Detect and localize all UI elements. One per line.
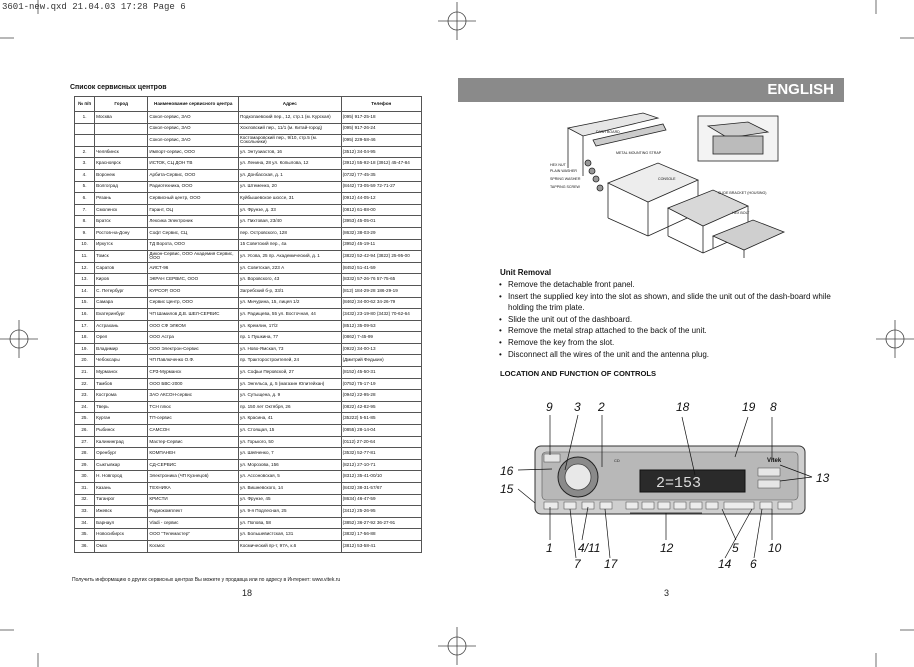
table-row [75,390,422,402]
table-cell: ул. Сутыщена, д. 9 [239,390,342,402]
table-cell: КУРСОР, ООО [148,285,239,297]
table-cell: СРЗ-Мурманск [148,367,239,379]
table-cell: ул. Красина, 41 [239,413,342,425]
table-cell: ЧП Павлюченко О.Ф. [148,355,239,367]
table-cell: 10. [75,239,95,251]
table-row [75,158,422,170]
table-cell: Сокол-сервис, ЗАО [148,135,239,147]
table-cell: пр. Тракторостроителей, 24 [239,355,342,367]
table-cell: Новосибирск [95,529,148,541]
table-cell: Костомаровский пер., 9/10, стр.5 (м. Сокольники) [239,135,342,147]
table-cell: 30. [75,471,95,483]
table-cell: Владимир [95,343,148,355]
table-cell: (8634) 46-47-59 [341,494,421,506]
table-cell: ул. Морозова, 156 [239,459,342,471]
table-cell: (3512) 34-04-95 [341,146,421,158]
table-cell: Vladi - сервис [148,517,239,529]
table-row [75,135,422,147]
table-cell: Казань [95,483,148,495]
table-row [75,367,422,379]
table-cell: Тамбов [95,378,148,390]
callout-label: 15 [500,482,514,496]
callout-label: 16 [500,464,514,478]
table-cell: (3532) 52-77-81 [341,448,421,460]
table-cell: (8452) 51-41-59 [341,262,421,274]
table-cell: 15 Советский пер., 4а [239,239,342,251]
table-cell: Сервисный центр, ООО [148,193,239,205]
table-row [75,112,422,124]
callout-label: 7 [574,557,581,571]
table-cell: Электроника (ЧП Кузнецов) [148,471,239,483]
table-cell: АИСТ-96 [148,262,239,274]
table-cell: Сокол-сервис, ЗАО [148,123,239,135]
list-item: • Remove the detachable front panel. [508,279,838,291]
table-cell: (3822) 52-42-94 (3822) 25-95-00 [341,251,421,263]
list-item: • Disconnect all the wires of the unit and the antenna plug. [508,349,838,361]
table-cell: ул. Софьи Перовской, 27 [239,367,342,379]
table-cell: (3953) 45-05-01 [341,216,421,228]
table-cell: ООО "Телемастер" [148,529,239,541]
table-cell: ИСТОК, СЦ ДОН ТВ [148,158,239,170]
table-cell: ул. Ленина, 28 ул. Копылова, 12 [239,158,342,170]
callout-label: 9 [546,400,553,414]
callout-label: 6 [750,557,757,571]
table-cell: (3432) 23-19-80 (3432) 70-62-64 [341,309,421,321]
table-row [75,239,422,251]
left-page-number: 18 [242,588,253,598]
table-row [75,494,422,506]
table-row [75,355,422,367]
table-row [75,378,422,390]
table-cell: ул. Вишневского, 14 [239,483,342,495]
table-cell: 11. [75,251,95,263]
table-cell: 22. [75,378,95,390]
language-banner-label: ENGLISH [767,81,834,98]
table-cell: Иркутск [95,239,148,251]
table-cell: ЗАО АКСОН-сервис [148,390,239,402]
table-cell: ТП-сервис [148,413,239,425]
table-cell: 8. [75,216,95,228]
table-row [75,309,422,321]
table-cell: (8442) 73-05-59 72-71-27 [341,181,421,193]
table-cell: Воронеж [95,169,148,181]
callout-label: 18 [676,400,690,414]
table-cell: пр. 1 Пушкина, 77 [239,332,342,344]
table-cell: Радиотехника, ООО [148,181,239,193]
table-cell: 23. [75,390,95,402]
table-cell: пр. 150 лет Октября, 26 [239,401,342,413]
table-row [75,181,422,193]
table-cell: (0112) 27-20-64 [341,436,421,448]
table-cell: ООО БВС-2000 [148,378,239,390]
brand-logo: Vitek [767,458,782,464]
table-cell: (3952) 45-19-11 [341,239,421,251]
table-cell: Куйбышевское шоссе, 31 [239,193,342,205]
table-cell: (3912) 55-92-18 (3912) 45-47-84 [341,158,421,170]
table-cell: Ростов-на-Дону [95,227,148,239]
table-cell: (0822) 42-82-95 [341,401,421,413]
table-cell: (8512) 35-09-53 [341,320,421,332]
right-page-number: 3 [664,588,670,598]
table-row [75,483,422,495]
table-cell: Рыбинск [95,425,148,437]
table-cell: 6. [75,193,95,205]
table-cell: Чебоксары [95,355,148,367]
table-cell: (3832) 17-56-88 [341,529,421,541]
table-cell: (095) 917-25-18 [341,112,421,124]
table-cell: КРИСТИ [148,494,239,506]
diagram-label: METAL MOUNTING STRAP [616,151,662,155]
table-row [75,413,422,425]
callout-label: 8 [770,400,777,414]
table-cell: (Дмитрий Федькин) [341,355,421,367]
print-header: 3601-new.qxd 21.04.03 17:28 Page 6 [2,2,186,12]
table-cell: Томск [95,251,148,263]
table-cell: ул. Шевченко, 7 [239,448,342,460]
table-cell: Загребский б-р, 33/1 [239,285,342,297]
table-cell [95,123,148,135]
list-item: • Remove the metal strap attached to the back of the unit. [508,325,838,337]
table-row [75,401,422,413]
callout-label: 12 [660,541,674,555]
table-row [75,459,422,471]
table-cell: 12. [75,262,95,274]
table-cell: Саратов [95,262,148,274]
table-cell: 31. [75,483,95,495]
table-cell: Космический пр-т, 97А, к.6 [239,540,342,552]
table-cell: ЧП Шамилов Д.В. ШЕЛ-СЕРВИС [148,309,239,321]
callout-label: 14 [718,557,732,571]
table-cell: (0752) 75-17-19 [341,378,421,390]
table-cell: Оренбург [95,448,148,460]
table-cell: Красноярск [95,158,148,170]
table-cell: (8332) 57-26-76 57-75-65 [341,274,421,286]
table-cell: Гарант, ОЦ [148,204,239,216]
table-row [75,251,422,263]
table-cell: Смоленск [95,204,148,216]
table-cell [75,123,95,135]
table-cell: ул. Большевистская, 131 [239,529,342,541]
table-cell: (8212) 27-10-71 [341,459,421,471]
diagram-label: SPRING WASHER [550,177,581,181]
table-cell: ул. Попова, 58 [239,517,342,529]
list-item: • Remove the key from the slot. [508,337,838,349]
table-row [75,193,422,205]
table-cell: 26. [75,425,95,437]
diagram-label: HEX BOLT [732,211,750,215]
table-cell: ул. Пихтовая, 23/40 [239,216,342,228]
table-row [75,204,422,216]
table-row [75,471,422,483]
table-cell: пер. Островского, 128 [239,227,342,239]
controls-title: LOCATION AND FUNCTION OF CONTROLS [500,369,657,378]
display-readout: 2=153 [656,475,702,492]
table-cell: (8152) 45-50-31 [341,367,421,379]
table-row [75,227,422,239]
table-cell: ул. 9-я Подлесная, 25 [239,506,342,518]
table-cell: (095) 229-58-46 [341,135,421,147]
svg-text:CD: CD [614,458,620,463]
table-cell: ул. Ново-Ямская, 73 [239,343,342,355]
table-row [75,448,422,460]
table-cell: САМСОН [148,425,239,437]
table-cell: 15. [75,297,95,309]
table-cell: Мурманск [95,367,148,379]
table-cell: (3812) 53-58-41 [341,540,421,552]
table-cell: ул. Кремлин, 17/2 [239,320,342,332]
table-row [75,123,422,135]
table-cell: Рязань [95,193,148,205]
table-cell: 34. [75,517,95,529]
table-cell: Сыктывкар [95,459,148,471]
table-cell: Екатеринбург [95,309,148,321]
table-row [75,262,422,274]
table-cell: ул. Энтузиастов, 16 [239,146,342,158]
table-cell: ул. Горького, 50 [239,436,342,448]
table-cell: 29. [75,459,95,471]
diagram-label: CONSOLE [658,177,676,181]
table-cell: (0855) 28-14-04 [341,425,421,437]
language-banner [458,78,844,102]
table-cell: Лексика Электроник [148,216,239,228]
table-cell: Челябинск [95,146,148,158]
table-row [75,285,422,297]
table-cell: 3. [75,158,95,170]
table-row [75,506,422,518]
table-cell: ул. Фрунзе, 45 [239,494,342,506]
table-row [75,297,422,309]
table-cell: ТСН плюс [148,401,239,413]
callout-label: 5 [732,541,739,555]
table-row [75,169,422,181]
table-cell: (0912) 44-05-12 [341,193,421,205]
table-cell: ул. Энгельса, д. 5 (магазин Юпитейхан) [239,378,342,390]
table-cell: ул. Воровского, 43 [239,274,342,286]
table-cell: (0862) 7-45-99 [341,332,421,344]
table-cell: 14. [75,285,95,297]
table-cell: 2. [75,146,95,158]
table-cell: 5. [75,181,95,193]
table-cell: Астрахань [95,320,148,332]
table-cell: ЭКРАН СЕРВИС, ООО [148,274,239,286]
table-cell: С. Петербург [95,285,148,297]
installation-diagram [548,108,788,258]
table-cell: Подкопаевский пер., 12, стр.1 (м. Курская) [239,112,342,124]
table-cell: Самара [95,297,148,309]
table-cell: Таганрог [95,494,148,506]
service-centers-table [74,96,422,553]
table-cell: (0942) 22-95-28 [341,390,421,402]
table-cell: ТЕХНИКА [148,483,239,495]
callout-label: 17 [604,557,618,571]
callout-label: 10 [768,541,782,555]
table-cell: Киров [95,274,148,286]
table-cell: 27. [75,436,95,448]
column-header: Наименование сервисного центра [148,97,239,112]
table-cell: Курган [95,413,148,425]
diagram-label: TAPPING SCREW [550,185,580,189]
table-cell: 4. [75,169,95,181]
table-cell: ООО СФ ЭЛКОМ [148,320,239,332]
table-cell: ул. Донбасская, д. 1 [239,169,342,181]
table-cell: ул. Радищева, 55 ул. Восточная, 44 [239,309,342,321]
table-cell: 7. [75,204,95,216]
table-cell: ул. Ассоновская, 5 [239,471,342,483]
table-cell: 33. [75,506,95,518]
table-row [75,540,422,552]
table-cell: Волгоград [95,181,148,193]
table-cell: Сервис Центр, ООО [148,297,239,309]
table-cell: (0812) 61-88-00 [341,204,421,216]
table-body [75,112,422,553]
table-cell: ул. Советская, 223 А [239,262,342,274]
diagram-label: HEX NUT [550,163,566,167]
table-row [75,529,422,541]
table-cell: 35. [75,529,95,541]
table-cell: (3852) 36-27-92 36-27-91 [341,517,421,529]
table-row [75,517,422,529]
table-cell [95,135,148,147]
unit-removal-title: Unit Removal [500,268,552,277]
table-row [75,320,422,332]
table-cell: СД-СЕРВИС [148,459,239,471]
table-cell: 18. [75,332,95,344]
column-header: Адрес [239,97,342,112]
table-cell: Калининград [95,436,148,448]
table-cell: (3412) 25-26-95 [341,506,421,518]
table-cell: 28. [75,448,95,460]
table-cell: 24. [75,401,95,413]
table-cell: (8312) 35-41-00/10 [341,471,421,483]
table-cell: Радиокомплект [148,506,239,518]
table-header-row [75,97,422,112]
service-centers-heading: Список сервисных центров [70,84,167,91]
table-cell: Арбита-Сервис, ООО [148,169,239,181]
table-cell [75,135,95,147]
table-cell: Москва [95,112,148,124]
table-cell: 20. [75,355,95,367]
table-cell: ул. Стоящая, 15 [239,425,342,437]
table-row [75,436,422,448]
column-header: № п/п [75,97,95,112]
callout-label: 4/11 [578,541,601,555]
table-cell: ООО Астра [148,332,239,344]
callout-label: 1 [546,541,553,555]
table-cell: (8632) 38-03-29 [341,227,421,239]
diagram-label: SLIDE BRACKET (HOUSING) [718,191,767,195]
table-cell: Тверь [95,401,148,413]
table-cell: (812) 184-29-28 186-29-19 [341,285,421,297]
table-cell: Омск [95,540,148,552]
table-cell: 32. [75,494,95,506]
table-cell: (8432) 38-31-57/67 [341,483,421,495]
table-cell: Н. Новгород [95,471,148,483]
table-cell: КОМПАНЕН [148,448,239,460]
diagram-label: PLAIN WASHER [550,169,578,173]
table-cell: Кострома [95,390,148,402]
table-cell: ул. Мичурина, 15, лицея 1/2 [239,297,342,309]
table-cell: Хохловский пер., 11/1 (м. Китай-город) [239,123,342,135]
callout-label: 3 [574,400,581,414]
column-header: Телефон [341,97,421,112]
table-cell: ул. Штеменко, 20 [239,181,342,193]
table-row [75,332,422,344]
table-cell: Сокол-сервис, ЗАО [148,112,239,124]
table-cell: (35222) 5-51-85 [341,413,421,425]
diagram-label: DASH BOARD [596,130,620,134]
table-row [75,425,422,437]
table-cell: 9. [75,227,95,239]
table-cell: ТД Ворота, ООО [148,239,239,251]
table-cell: (0732) 77-45-35 [341,169,421,181]
table-cell: 21. [75,367,95,379]
table-cell: 1. [75,112,95,124]
table-cell: 16. [75,309,95,321]
table-row [75,274,422,286]
table-cell: Орел [95,332,148,344]
table-cell: ООО Электрон-Сервис [148,343,239,355]
table-cell: (8462) 34-00-62 34-26-79 [341,297,421,309]
unit-removal-steps [498,279,838,360]
table-row [75,146,422,158]
table-row [75,343,422,355]
list-item: • Slide the unit out of the dashboard. [508,314,838,326]
table-cell: Братск [95,216,148,228]
table-cell: Мастер-Сервис [148,436,239,448]
callout-label: 13 [816,471,830,485]
callout-label: 19 [742,400,756,414]
table-cell: Софт Сервис, СЦ [148,227,239,239]
table-cell: 36. [75,540,95,552]
table-cell: Ижевск [95,506,148,518]
table-cell: (0922) 34-00-13 [341,343,421,355]
table-cell: Барнаул [95,517,148,529]
table-cell: ул. Усова, 25 пр. Академический, д. 1 [239,251,342,263]
table-cell: 25. [75,413,95,425]
table-cell: ул. Фрунзе, д. 33 [239,204,342,216]
table-row [75,216,422,228]
table-cell: Импорт-сервис, ООО [148,146,239,158]
column-header: Город [95,97,148,112]
table-cell: Дикон-Сервис, ООО Академия Сервис, ООО [148,251,239,263]
table-cell: 19. [75,343,95,355]
service-centers-footer: Получить информацию о других сервисных центрах Вы можете у продавца или по адресу в Интернет: www.vitek.ru [72,577,341,583]
table-cell: 17. [75,320,95,332]
table-cell: Космос [148,540,239,552]
list-item: • Insert the supplied key into the slot as shown, and slide the unit out of the dash-board while holding the trim plate. [508,291,838,314]
callout-label: 2 [598,400,605,414]
table-cell: 13. [75,274,95,286]
table-cell: (095) 917-26-24 [341,123,421,135]
